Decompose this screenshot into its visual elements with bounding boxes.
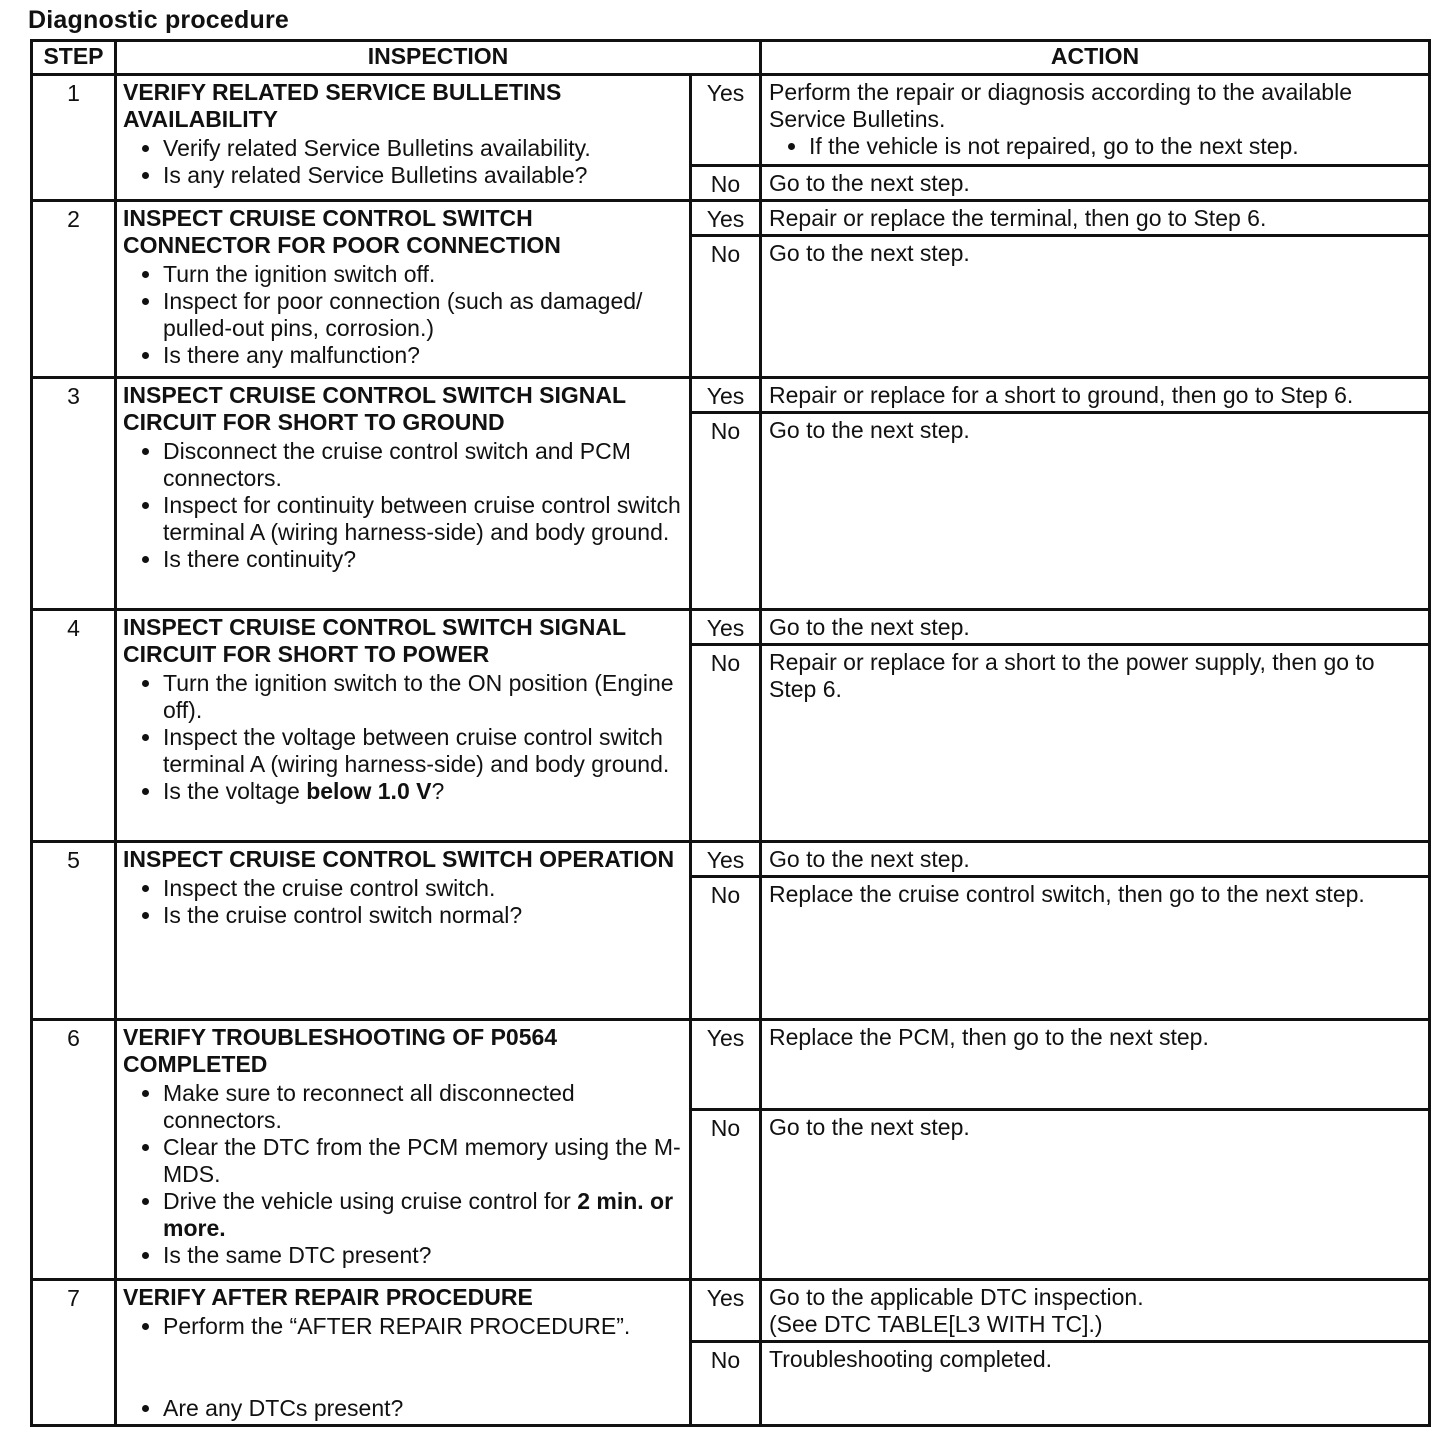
- inspection-list: [123, 670, 683, 805]
- yes-label: Yes: [691, 1280, 761, 1342]
- step-5-yes-row: [32, 842, 1430, 877]
- inspection-item: • Is there continuity?: [163, 546, 683, 573]
- step-inspection: [116, 842, 691, 1020]
- no-label: No: [691, 166, 761, 201]
- inspection-item: • Is there any malfunction?: [163, 342, 683, 369]
- no-action: Go to the next step.: [761, 166, 1430, 201]
- inspection-item: • Is the same DTC present?: [163, 1242, 683, 1269]
- yes-action: Replace the PCM, then go to the next step.: [761, 1020, 1430, 1110]
- step-2-yes-row: [32, 201, 1430, 236]
- step-heading: INSPECT CRUISE CONTROL SWITCH CONNECTOR FOR POOR CONNECTION: [123, 205, 561, 258]
- inspection-item-bold: 2 min. or more.: [163, 1188, 674, 1241]
- inspection-item: • Are any DTCs present?: [163, 1395, 683, 1422]
- step-heading: INSPECT CRUISE CONTROL SWITCH SIGNAL CIRCUIT FOR SHORT TO POWER: [123, 614, 626, 667]
- no-action: Go to the next step.: [761, 236, 1430, 378]
- inspection-item: • Inspect for poor connection (such as damaged/ pulled-out pins, corrosion.): [163, 288, 683, 342]
- inspection-item-text: Drive the vehicle using cruise control for: [163, 1188, 578, 1214]
- yes-label: Yes: [691, 378, 761, 413]
- step-number: 3: [32, 378, 116, 610]
- inspection-item: [163, 778, 683, 805]
- step-heading: VERIFY RELATED SERVICE BULLETINS AVAILABILITY: [123, 79, 562, 132]
- step-6-yes-row: [32, 1020, 1430, 1110]
- step-heading: INSPECT CRUISE CONTROL SWITCH OPERATION: [123, 846, 675, 872]
- yes-action: [761, 1280, 1430, 1342]
- no-action: Replace the cruise control switch, then go to the next step.: [761, 877, 1430, 1020]
- inspection-item: • Inspect for continuity between cruise control switch terminal A (wiring harness-side) and body ground.: [163, 492, 683, 546]
- no-action: Go to the next step.: [761, 413, 1430, 610]
- inspection-list: [123, 875, 683, 929]
- step-inspection: [116, 1020, 691, 1280]
- step-4-yes-row: [32, 610, 1430, 645]
- step-inspection: [116, 75, 691, 201]
- step-column-header: STEP: [32, 41, 116, 75]
- yes-action: Go to the next step.: [761, 610, 1430, 645]
- yes-action: Go to the next step.: [761, 842, 1430, 877]
- action-sub-list: [769, 133, 1421, 160]
- step-inspection: [116, 1280, 691, 1426]
- action-column-header: ACTION: [761, 41, 1430, 75]
- yes-action: Repair or replace the terminal, then go to Step 6.: [761, 201, 1430, 236]
- page-title: Diagnostic procedure: [28, 6, 289, 34]
- no-action: Go to the next step.: [761, 1110, 1430, 1280]
- inspection-item: • Turn the ignition switch to the ON position (Engine off).: [163, 670, 683, 724]
- action-sub-item: • If the vehicle is not repaired, go to the next step.: [809, 133, 1421, 160]
- yes-label: Yes: [691, 842, 761, 877]
- diagnostic-table: [30, 39, 1431, 1427]
- no-action: Repair or replace for a short to the power supply, then go to Step 6.: [761, 645, 1430, 842]
- step-1-yes-row: [32, 75, 1430, 166]
- step-inspection: [116, 610, 691, 842]
- yes-label: Yes: [691, 75, 761, 166]
- inspection-item-text: ?: [431, 778, 445, 804]
- step-number: 6: [32, 1020, 116, 1280]
- yes-action: [761, 75, 1430, 166]
- inspection-item: • Inspect the voltage between cruise control switch terminal A (wiring harness-side) and body ground.: [163, 724, 683, 778]
- no-label: No: [691, 413, 761, 610]
- yes-label: Yes: [691, 201, 761, 236]
- inspection-item: • Disconnect the cruise control switch and PCM connectors.: [163, 438, 683, 492]
- inspection-item: • Verify related Service Bulletins availability.: [163, 135, 683, 162]
- inspection-item: • Is any related Service Bulletins available?: [163, 162, 683, 189]
- inspection-item: • Turn the ignition switch off.: [163, 261, 683, 288]
- action-text: Go to the applicable DTC inspection.: [769, 1284, 1144, 1310]
- table-header-row: [32, 41, 1430, 75]
- step-number: 2: [32, 201, 116, 378]
- no-label: No: [691, 1342, 761, 1426]
- inspection-list: [123, 1080, 683, 1269]
- step-7-yes-row: [32, 1280, 1430, 1342]
- step-inspection: [116, 378, 691, 610]
- no-action: Troubleshooting completed.: [761, 1342, 1430, 1426]
- inspection-item: • Make sure to reconnect all disconnected connectors.: [163, 1080, 683, 1134]
- action-reference: (See DTC TABLE[L3 WITH TC].): [769, 1311, 1103, 1337]
- inspection-list: [123, 135, 683, 189]
- inspection-list: [123, 261, 683, 369]
- inspection-list: [123, 1313, 683, 1340]
- inspection-item-bold: below 1.0 V: [306, 778, 432, 804]
- action-text: Perform the repair or diagnosis according to the available Service Bulletins.: [769, 79, 1353, 132]
- no-label: No: [691, 645, 761, 842]
- inspection-item: • Clear the DTC from the PCM memory using the M-MDS.: [163, 1134, 683, 1188]
- no-label: No: [691, 1110, 761, 1280]
- step-number: 1: [32, 75, 116, 201]
- inspection-item-text: Is the voltage: [163, 778, 307, 804]
- step-3-yes-row: [32, 378, 1430, 413]
- yes-label: Yes: [691, 610, 761, 645]
- step-number: 7: [32, 1280, 116, 1426]
- step-heading: VERIFY TROUBLESHOOTING OF P0564 COMPLETED: [123, 1024, 558, 1077]
- inspection-item: • Inspect the cruise control switch.: [163, 875, 683, 902]
- inspection-list: [123, 1395, 683, 1422]
- inspection-item: • Is the cruise control switch normal?: [163, 902, 683, 929]
- step-heading: VERIFY AFTER REPAIR PROCEDURE: [123, 1284, 533, 1310]
- yes-label: Yes: [691, 1020, 761, 1110]
- step-heading: INSPECT CRUISE CONTROL SWITCH SIGNAL CIRCUIT FOR SHORT TO GROUND: [123, 382, 626, 435]
- inspection-item: [163, 1188, 683, 1242]
- inspection-column-header: INSPECTION: [116, 41, 761, 75]
- yes-action: Repair or replace for a short to ground, then go to Step 6.: [761, 378, 1430, 413]
- inspection-list: [123, 438, 683, 573]
- step-number: 4: [32, 610, 116, 842]
- step-inspection: [116, 201, 691, 378]
- inspection-item: • Perform the “AFTER REPAIR PROCEDURE”.: [163, 1313, 683, 1340]
- step-number: 5: [32, 842, 116, 1020]
- no-label: No: [691, 236, 761, 378]
- no-label: No: [691, 877, 761, 1020]
